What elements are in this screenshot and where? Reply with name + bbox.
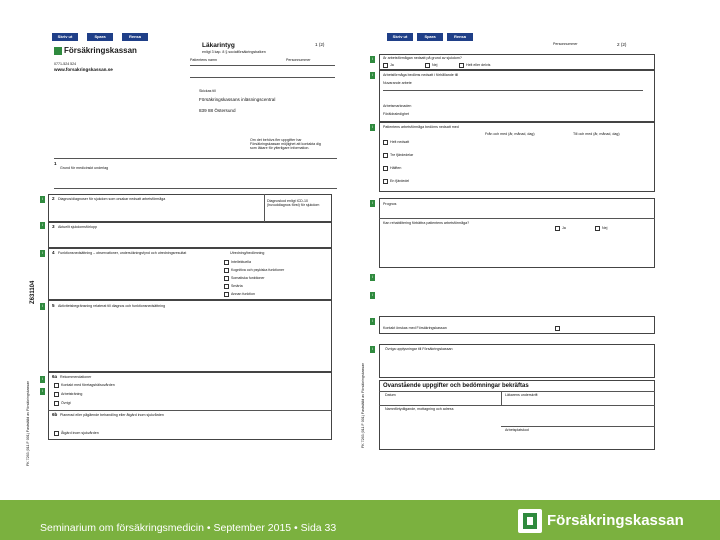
section-marker-icon: i bbox=[370, 56, 375, 63]
section-1-label: 1 bbox=[54, 161, 57, 166]
section-marker-icon: i bbox=[370, 124, 375, 131]
s9-row1-checkbox[interactable] bbox=[383, 140, 388, 145]
section-4-box[interactable] bbox=[48, 248, 332, 300]
section-marker-icon: i bbox=[40, 250, 45, 257]
section-3-text: Aktuellt sjukdomsförlopp bbox=[58, 225, 97, 229]
save-button-left[interactable]: Spara bbox=[87, 33, 113, 41]
sec4-item-2: Kognitiva och psykiska funktioner bbox=[231, 268, 285, 272]
sec4-checkbox-2[interactable] bbox=[224, 268, 229, 273]
sec6-checkbox-1[interactable] bbox=[54, 383, 59, 388]
section-12-text: Kontakt önskas med Försäkringskassan bbox=[383, 326, 447, 330]
s8-item-1: Nuvarande arbete bbox=[383, 81, 412, 85]
sec6-item-1: Kontakt med företagshälsovården bbox=[61, 383, 115, 387]
s11-yes-checkbox[interactable] bbox=[555, 226, 560, 231]
section-2-text: Diagnos/diagnoser för sjukdom som orsakar nedsatt arbetsförmåga bbox=[58, 197, 166, 201]
section-3-number: 3 bbox=[52, 224, 55, 229]
section-marker-icon: i bbox=[370, 292, 375, 299]
form-vertical-text-right: FK 7263 (011 F 001) Fastställd av Försäkringskassan bbox=[361, 362, 365, 448]
s11-no-label: Nej bbox=[602, 226, 608, 230]
s12-checkbox[interactable] bbox=[555, 326, 560, 331]
section-9-text: Patientens arbetsförmåga bedöms nedsatt med bbox=[383, 125, 459, 129]
s9-col2-header: Till och med (år, månad, dag) bbox=[573, 132, 620, 136]
s9-row-2: Tre fjärdedelar bbox=[390, 153, 414, 157]
s9-row-1: Helt nedsatt bbox=[390, 140, 410, 144]
footer-logo-icon bbox=[518, 509, 542, 533]
s9-row-4: En fjärdedel bbox=[390, 179, 410, 183]
form-title: Läkarintyg bbox=[202, 42, 235, 49]
s14-name-label: Namnförtydligande, mottagning och adress bbox=[385, 407, 454, 411]
reset-button-right[interactable]: Rensa bbox=[447, 33, 473, 41]
pnr-label-left: Personnummer bbox=[286, 58, 311, 62]
brand-phone: 0771-524 524 bbox=[54, 62, 77, 66]
section-8-box[interactable] bbox=[379, 70, 655, 122]
section-10-box[interactable] bbox=[379, 198, 655, 268]
s7-no-label: Nej bbox=[432, 63, 438, 67]
reset-button-left[interactable]: Rensa bbox=[122, 33, 148, 41]
address-line-1: Försäkringskassans inläsningscentral bbox=[199, 97, 276, 102]
right-form-page bbox=[355, 28, 655, 498]
section-13-text: Övriga upplysningar till Försäkringskassan bbox=[385, 347, 453, 351]
s9-row-3: Hälften bbox=[390, 166, 402, 170]
section-11-text: Kan rehabilitering förbättra patientens arbetsförmåga? bbox=[383, 221, 470, 225]
s8-item-2: Arbetsmarknaden bbox=[383, 104, 412, 108]
s8-item-3: Föräldraledighet bbox=[383, 112, 409, 116]
form-vertical-text-left: FK 7263 (011 F 001) Fastställd av Försäkringskassan bbox=[26, 380, 30, 466]
brand-logo bbox=[54, 46, 137, 57]
section-6b-text: Planerad eller pågående behandling eller åtgärd inom sjukvården bbox=[60, 413, 164, 417]
patient-name-label: Patientens namn bbox=[190, 58, 217, 62]
left-form-page bbox=[26, 28, 340, 498]
section-marker-icon: i bbox=[40, 196, 45, 203]
brand-name-text: Försäkringskassan bbox=[64, 46, 137, 55]
contact-info-text: Om det behövs fler uppgifter har Försäkringskassan möjlighet att kontakta dig som läkare för ytterligare information. bbox=[250, 138, 321, 151]
s11-no-checkbox[interactable] bbox=[595, 226, 600, 231]
s11-yes-label: Ja bbox=[562, 226, 566, 230]
sec4-item-3: Somatiska funktioner bbox=[231, 276, 265, 280]
footer-text: Seminarium om försäkringsmedicin • September 2015 • Sida 33 bbox=[40, 522, 337, 534]
sec4-item-5: Annan funktion bbox=[231, 292, 255, 296]
form-subtitle: enligt 3 kap. 8 § socialförsäkringsbalken bbox=[202, 50, 266, 54]
sec4-item-4: Smärta bbox=[231, 284, 243, 288]
footer-logo bbox=[518, 509, 714, 535]
section-marker-icon: i bbox=[40, 222, 45, 229]
sec4-item-1: Intellektuella bbox=[231, 260, 251, 264]
section-6a-text: Rekommendationer bbox=[60, 375, 92, 379]
s7-yes-checkbox[interactable] bbox=[383, 63, 388, 68]
s14-workplace-code-label: Arbetsplatskod bbox=[505, 428, 529, 432]
page-number-right: 2 (2) bbox=[617, 42, 627, 47]
address-label: Skickas till bbox=[199, 89, 216, 93]
section-marker-icon: i bbox=[370, 274, 375, 281]
section-10-text: Prognos bbox=[383, 202, 397, 206]
section-8-text: Arbetsförmåga bedöms nedsatt i förhållande till bbox=[383, 73, 459, 77]
section-4-right-text: Utredning/bedömning bbox=[230, 251, 265, 255]
footer-brand-name: Försäkringskassan bbox=[547, 512, 684, 529]
s9-row3-checkbox[interactable] bbox=[383, 166, 388, 171]
form-code: Z631104 bbox=[30, 280, 36, 304]
sec6-item-4: Åtgärd inom sjukvården bbox=[61, 431, 99, 435]
section-6a-number: 6a bbox=[52, 374, 58, 379]
page-number-left: 1 (2) bbox=[315, 42, 325, 47]
sec6-checkbox-4[interactable] bbox=[54, 431, 59, 436]
s9-col1-header: Från och med (år, månad, dag) bbox=[485, 132, 535, 136]
s9-row2-checkbox[interactable] bbox=[383, 153, 388, 158]
sec4-checkbox-3[interactable] bbox=[224, 276, 229, 281]
section-1-text: Grund för medicinskt underlag bbox=[60, 166, 109, 170]
print-button-left[interactable]: Skriv ut bbox=[52, 33, 78, 41]
section-marker-icon: i bbox=[40, 388, 45, 395]
section-12-box[interactable] bbox=[379, 316, 655, 334]
sec6-item-2: Arbetsträning bbox=[61, 392, 83, 396]
sec4-checkbox-5[interactable] bbox=[224, 292, 229, 297]
pnr-label-right: Personnummer bbox=[553, 42, 578, 46]
section-4-text: Funktionsnedsättning – observationer, undersökningsfynd och utredningsresultat bbox=[58, 251, 187, 255]
sec6-item-3: Övrigt bbox=[61, 401, 71, 405]
sec4-checkbox-1[interactable] bbox=[224, 260, 229, 265]
s7-yes-label: Ja bbox=[390, 63, 394, 67]
section-14-heading: Ovanstående uppgifter och bedömningar bekräftas bbox=[383, 383, 529, 389]
section-marker-icon: i bbox=[370, 346, 375, 353]
section-marker-icon: i bbox=[370, 72, 375, 79]
sec4-checkbox-4[interactable] bbox=[224, 284, 229, 289]
section-2-number: 2 bbox=[52, 196, 55, 201]
sec6-checkbox-2[interactable] bbox=[54, 392, 59, 397]
brand-web: www.forsakringskassan.se bbox=[54, 67, 113, 72]
section-5-text: Aktivitetsbegränsning relaterat till diagnos och funktionsnedsättning bbox=[58, 304, 166, 308]
section-5-number: 5 bbox=[52, 303, 55, 308]
section-7-text: Är arbetsförmågan nedsatt på grund av sjukdom? bbox=[383, 56, 462, 60]
print-button-right[interactable]: Skriv ut bbox=[387, 33, 413, 41]
s14-date-label: Datum bbox=[385, 393, 396, 397]
section-4-number: 4 bbox=[52, 250, 55, 255]
sec6-checkbox-3[interactable] bbox=[54, 401, 59, 406]
section-5-box[interactable] bbox=[48, 300, 332, 372]
s7-no-checkbox[interactable] bbox=[425, 63, 430, 68]
section-marker-icon: i bbox=[370, 318, 375, 325]
section-marker-icon: i bbox=[40, 303, 45, 310]
s14-signature-label: Läkarens underskrift bbox=[505, 393, 538, 397]
footer-bar bbox=[0, 500, 720, 540]
save-button-right[interactable]: Spara bbox=[417, 33, 443, 41]
s7-partial-label: Helt eller delvis bbox=[466, 63, 491, 67]
section-6b-number: 6b bbox=[52, 412, 58, 417]
section-marker-icon: i bbox=[370, 200, 375, 207]
address-line-2: 839 88 Östersund bbox=[199, 108, 236, 113]
s9-row4-checkbox[interactable] bbox=[383, 179, 388, 184]
s7-partial-checkbox[interactable] bbox=[459, 63, 464, 68]
section-marker-icon: i bbox=[40, 376, 45, 383]
section-2-right-text: Diagnoskod enligt ICD-10 (huvuddiagnos först) för sjukdom bbox=[267, 199, 320, 208]
